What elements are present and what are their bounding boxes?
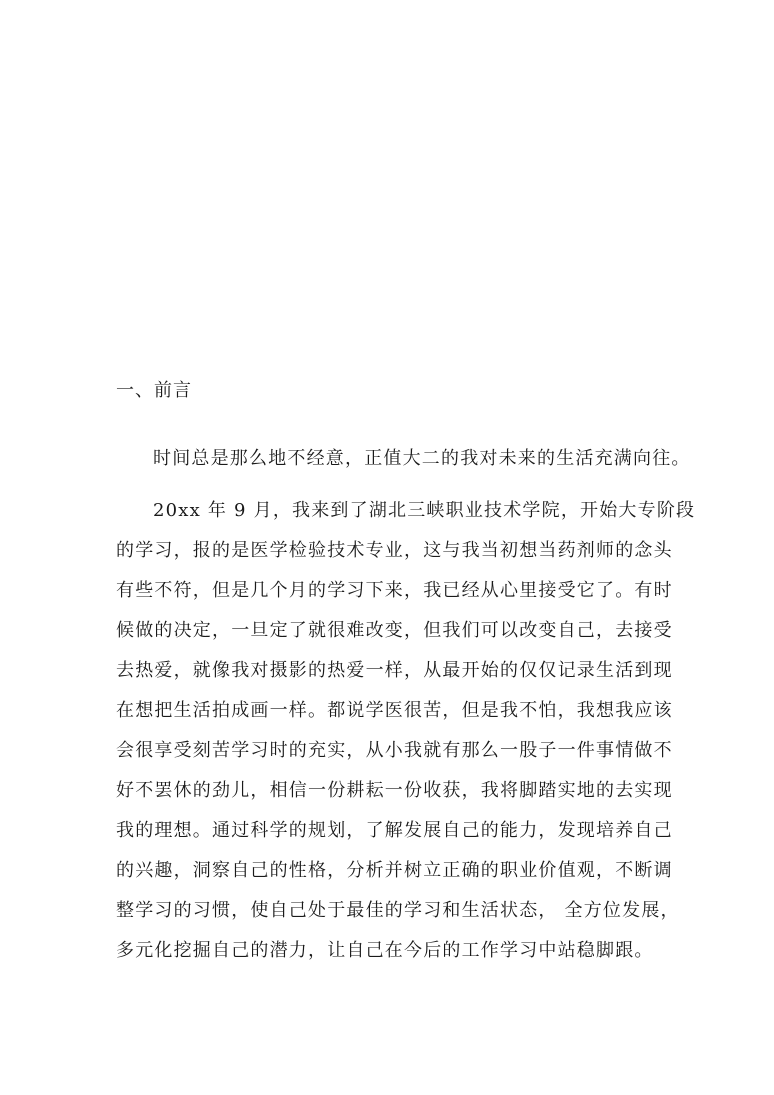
paragraph-line: 会很享受刻苦学习时的充实，从小我就有那么一股子一件事情做不 [116,740,673,761]
paragraph-line: 在想把生活拍成画一样。都说学医很苦，但是我不怕，我想我应该 [116,700,673,721]
section-heading: 一、前言 [116,380,192,401]
paragraph-line: 多元化挖掘自己的潜力，让自己在今后的工作学习中站稳脚跟。 [116,940,654,961]
paragraph-line: 候做的决定，一旦定了就很难改变，但我们可以改变自己，去接受 [116,620,673,641]
paragraph-line: 整学习的习惯，使自己处于最佳的学习和生活状态， 全方位发展， [116,900,680,921]
paragraph-line: 好不罢休的劲儿，相信一份耕耘一份收获，我将脚踏实地的去实现 [116,780,673,801]
paragraph-line: 的兴趣，洞察自己的性格，分析并树立正确的职业价值观，不断调 [116,860,673,881]
paragraph-line: 的学习，报的是医学检验技术专业，这与我当初想当药剂师的念头 [116,540,673,561]
paragraph-line: 去热爱，就像我对摄影的热爱一样，从最开始的仅仅记录生活到现 [116,660,673,681]
paragraph-line: 我的理想。通过科学的规划，了解发展自己的能力，发现培养自己 [116,820,673,841]
paragraph-line: 有些不符，但是几个月的学习下来，我已经从心里接受它了。有时 [116,580,673,601]
paragraph-line: 20xx 年 9 月，我来到了湖北三峡职业技术学院，开始大专阶段 [153,500,696,521]
intro-sentence: 时间总是那么地不经意，正值大二的我对未来的生活充满向往。 [153,448,691,469]
